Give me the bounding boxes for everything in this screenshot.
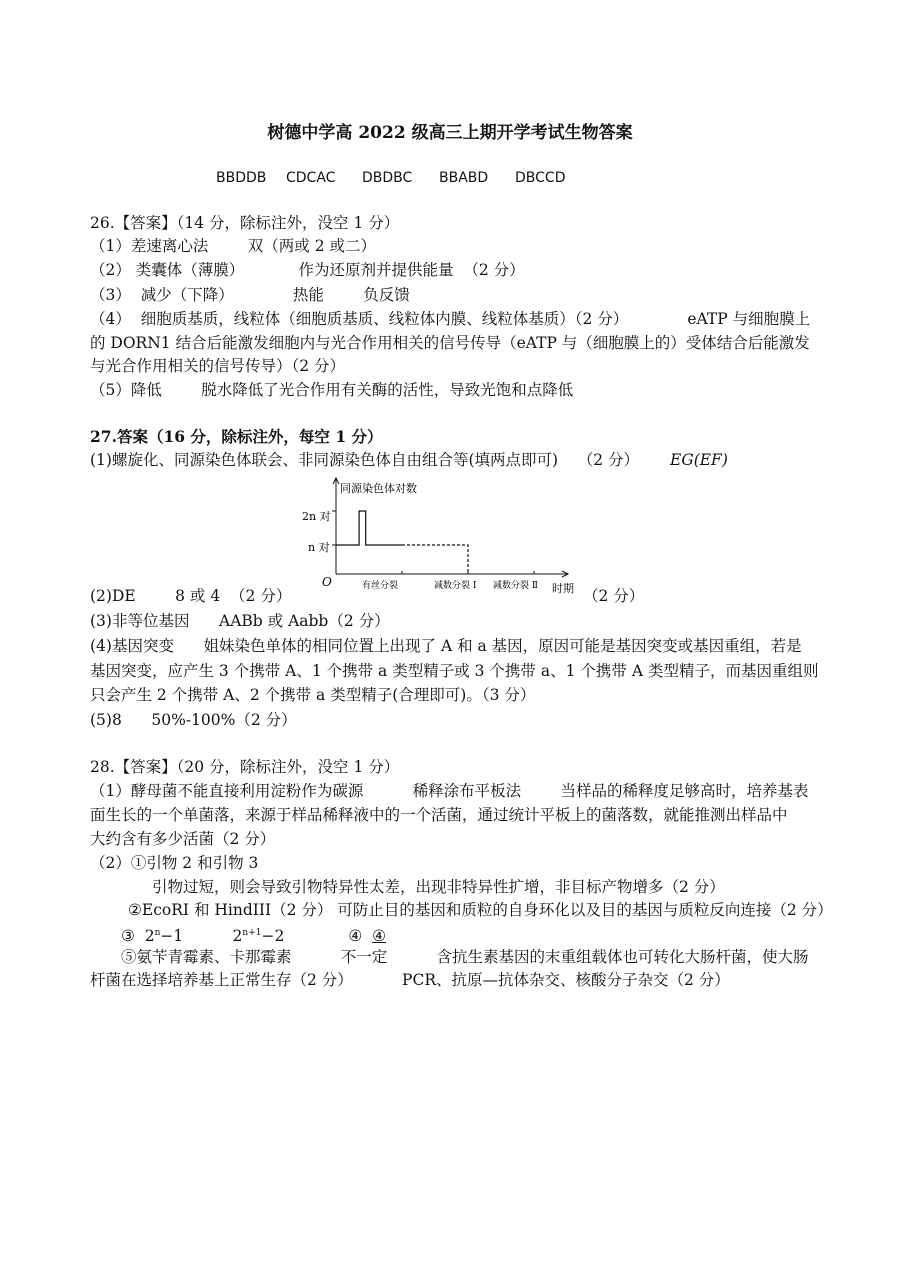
y-tick-2n: 2n 对 xyxy=(302,510,331,523)
q28-line-1: （1）酵母菌不能直接利用淀粉作为碳源 稀释涂布平板法 当样品的稀释度足够高时，培养基表 xyxy=(90,782,809,800)
q27-line-1-answer: EG(EF) xyxy=(670,451,728,469)
q28-line-8: ⑤氨苄青霉素、卡那霉素 不一定 含抗生素基因的末重组载体也可转化大肠杆菌，使大肠 xyxy=(121,948,809,966)
q26-header: 26.【答案】（14 分，除标注外，没空 1 分） xyxy=(90,214,400,232)
q28-line-4: （2）①引物 2 和引物 3 xyxy=(90,854,259,872)
q27-line-6: 只会产生 2 个携带 A、2 个携带 a 类型精子(合理即可)。（3 分） xyxy=(90,686,536,704)
mc-answers-5: DBCCD xyxy=(515,170,566,186)
q28-line-7: ③ $2^n-1$ $2^{n+1}-2$ ④ ④ xyxy=(121,927,387,945)
q27-line-2: (2)DE 8 或 4 （2 分） xyxy=(90,587,292,605)
q28-header: 28.【答案】（20 分，除标注外，没空 1 分） xyxy=(90,758,400,776)
q27-line-7: (5)8 50%-100%（2 分） xyxy=(90,711,297,729)
q26-line-4: （4） 细胞质基质，线粒体（细胞质基质、线粒体内膜、线粒体基质）（2 分） eATP 与细胞膜上 xyxy=(90,310,811,328)
q26-line-3: （3） 减少（下降） 热能 负反馈 xyxy=(90,286,410,304)
y-tick-n: n 对 xyxy=(308,541,330,554)
q28-line-5: 引物过短，则会导致引物特异性太差，出现非特异性扩增，非目标产物增多（2 分） xyxy=(152,878,725,896)
homolog-pairs-line xyxy=(336,511,402,545)
x-axis-label: 时期 xyxy=(552,582,574,595)
chart-lines xyxy=(336,511,468,574)
mc-answers-2: CDCAC xyxy=(286,170,336,186)
mc-answers-1: BBDDB xyxy=(216,170,267,186)
q26-line-5: 的 DORN1 结合后能激发细胞内与光合作用相关的信号传导（eATP 与（细胞膜上的）受体结合后能激发 xyxy=(90,334,810,352)
q28-line-6: ②EcoRI 和 HindIII（2 分） 可防止目的基因和质粒的自身环化以及目的基因与质粒反向连接（2 分） xyxy=(128,901,833,919)
q28-line-2: 面生长的一个单菌落，来源于样品稀释液中的一个活菌，通过统计平板上的菌落数，就能推测出样品中 xyxy=(90,806,788,824)
q27-line-3: (3)非等位基因 AABb 或 Aabb（2 分） xyxy=(90,612,390,630)
q27-line-5: 基因突变，应产生 3 个携带 A、1 个携带 a 类型精子或 3 个携带 a、1 个携带 A 类型精子，而基因重组则 xyxy=(90,662,819,680)
q26-line-1: （1）差速离心法 双（两或 2 或二） xyxy=(90,237,376,255)
page-title: 树德中学高 2022 级高三上期开学考试生物答案 xyxy=(267,123,633,143)
origin-label: O xyxy=(322,575,332,589)
q27-header: 27.答案（16 分，除标注外，每空 1 分） xyxy=(90,427,383,446)
mc-answers-3: DBDBC xyxy=(362,170,413,186)
q26-line-7: （5）降低 脱水降低了光合作用有关酶的活性，导致光饱和点降低 xyxy=(90,381,574,399)
stage-label-meiosis-2: 减数分裂 Ⅱ xyxy=(493,581,538,591)
q27-line-4: (4)基因突变 姐妹染色单体的相同位置上出现了 A 和 a 基因，原因可能是基因突变或基因重组，若是 xyxy=(90,637,802,655)
q27-line-1: (1)螺旋化、同源染色体联会、非同源染色体自由组合等(填两点即可) （2 分） xyxy=(90,451,640,469)
q26-line-2: （2） 类囊体（薄膜） 作为还原剂并提供能量 （2 分） xyxy=(90,261,525,279)
meiosis-2-dashed-line xyxy=(402,545,468,574)
y-axis-label: 同源染色体对数 xyxy=(340,482,417,495)
q27-line-2-score: （2 分） xyxy=(583,587,645,605)
homolog-pairs-chart xyxy=(300,470,590,600)
stage-label-meiosis-1: 减数分裂 Ⅰ xyxy=(434,581,477,591)
stage-label-mitosis: 有丝分裂 xyxy=(362,581,399,591)
mc-answers-4: BBABD xyxy=(439,170,489,186)
q26-line-6: 与光合作用相关的信号传导）（2 分） xyxy=(90,357,346,375)
q28-line-3: 大约含有多少活菌（2 分） xyxy=(90,830,276,848)
q28-line-9: 杆菌在选择培养基上正常生存（2 分） PCR、抗原—抗体杂交、核酸分子杂交（2 分） xyxy=(90,971,730,989)
